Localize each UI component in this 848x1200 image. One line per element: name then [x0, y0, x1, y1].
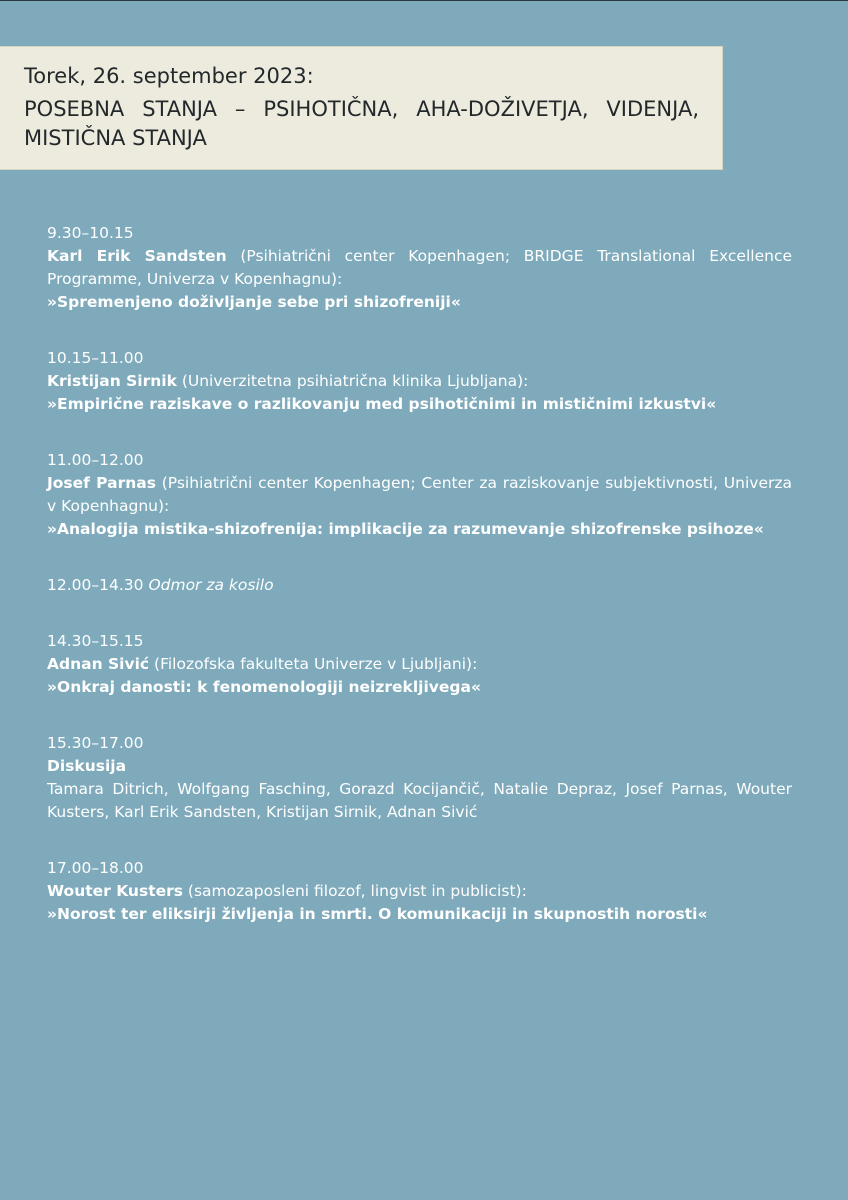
- day-date: Torek, 26. september 2023:: [24, 64, 314, 88]
- speaker-name: Kristijan Sirnik: [47, 372, 177, 390]
- speaker-line: [47, 245, 792, 291]
- talk-title: »Analogija mistika-shizofrenija: implikacije za razumevanje shizofrenske psihoze«: [47, 520, 764, 538]
- speaker-affiliation: (samozaposleni filozof, lingvist in publicist):: [182, 882, 527, 900]
- day-header-box: [0, 46, 723, 170]
- talk-title: »Norost ter eliksirji življenja in smrti. O komunikaciji in skupnostih norosti«: [47, 905, 708, 923]
- speaker-line: [47, 653, 792, 676]
- speaker-affiliation: (Psihiatrični center Kopenhagen; BRIDGE Translational Excellence Programme, Univerza v Kopenhagnu):: [47, 247, 792, 288]
- session-time: 17.00–18.00: [47, 859, 144, 877]
- break-label: Odmor za kosilo: [148, 576, 274, 594]
- talk-title: »Onkraj danosti: k fenomenologiji neizrekljivega«: [47, 678, 481, 696]
- session-time: 12.00–14.30: [47, 576, 144, 594]
- programme-session: [47, 857, 792, 926]
- session-time: 14.30–15.15: [47, 632, 144, 650]
- speaker-name: Wouter Kusters: [47, 882, 183, 900]
- session-time: 11.00–12.00: [47, 451, 144, 469]
- talk-title: »Spremenjeno doživljanje sebe pri shizofreniji«: [47, 293, 461, 311]
- day-title: POSEBNA STANJA – PSIHOTIČNA, AHA-DOŽIVETJA, VIDENJA, MISTIČNA STANJA: [24, 97, 699, 150]
- programme-session: [47, 630, 792, 699]
- speaker-line: [47, 370, 792, 393]
- talk-title: »Empirične raziskave o razlikovanju med psihotičnimi in mističnimi izkustvi«: [47, 395, 717, 413]
- speaker-name: Adnan Sivić: [47, 655, 150, 673]
- speaker-line: [47, 472, 792, 518]
- discussion-session: [47, 732, 792, 824]
- discussion-participants: Tamara Ditrich, Wolfgang Fasching, Gorazd Kocijančič, Natalie Depraz, Josef Parnas, Wouter Kusters, Karl Erik Sandsten, Kristijan Sirnik, Adnan Sivić: [47, 780, 792, 821]
- session-time: 9.30–10.15: [47, 224, 134, 242]
- session-time: 15.30–17.00: [47, 734, 144, 752]
- programme-session: [47, 222, 792, 314]
- top-border-line: [0, 0, 848, 1]
- speaker-line: [47, 880, 792, 903]
- speaker-affiliation: (Filozofska fakulteta Univerze v Ljubljani):: [149, 655, 478, 673]
- speaker-name: Karl Erik Sandsten: [47, 247, 227, 265]
- lunch-break: [47, 574, 792, 597]
- programme-list: [47, 222, 792, 959]
- discussion-heading: Diskusija: [47, 757, 127, 775]
- programme-session: [47, 449, 792, 541]
- speaker-affiliation: (Psihiatrični center Kopenhagen; Center za raziskovanje subjektivnosti, Univerza v Kopenhagnu):: [47, 474, 792, 515]
- speaker-name: Josef Parnas: [47, 474, 156, 492]
- speaker-affiliation: (Univerzitetna psihiatrična klinika Ljubljana):: [176, 372, 529, 390]
- programme-session: [47, 347, 792, 416]
- session-time: 10.15–11.00: [47, 349, 144, 367]
